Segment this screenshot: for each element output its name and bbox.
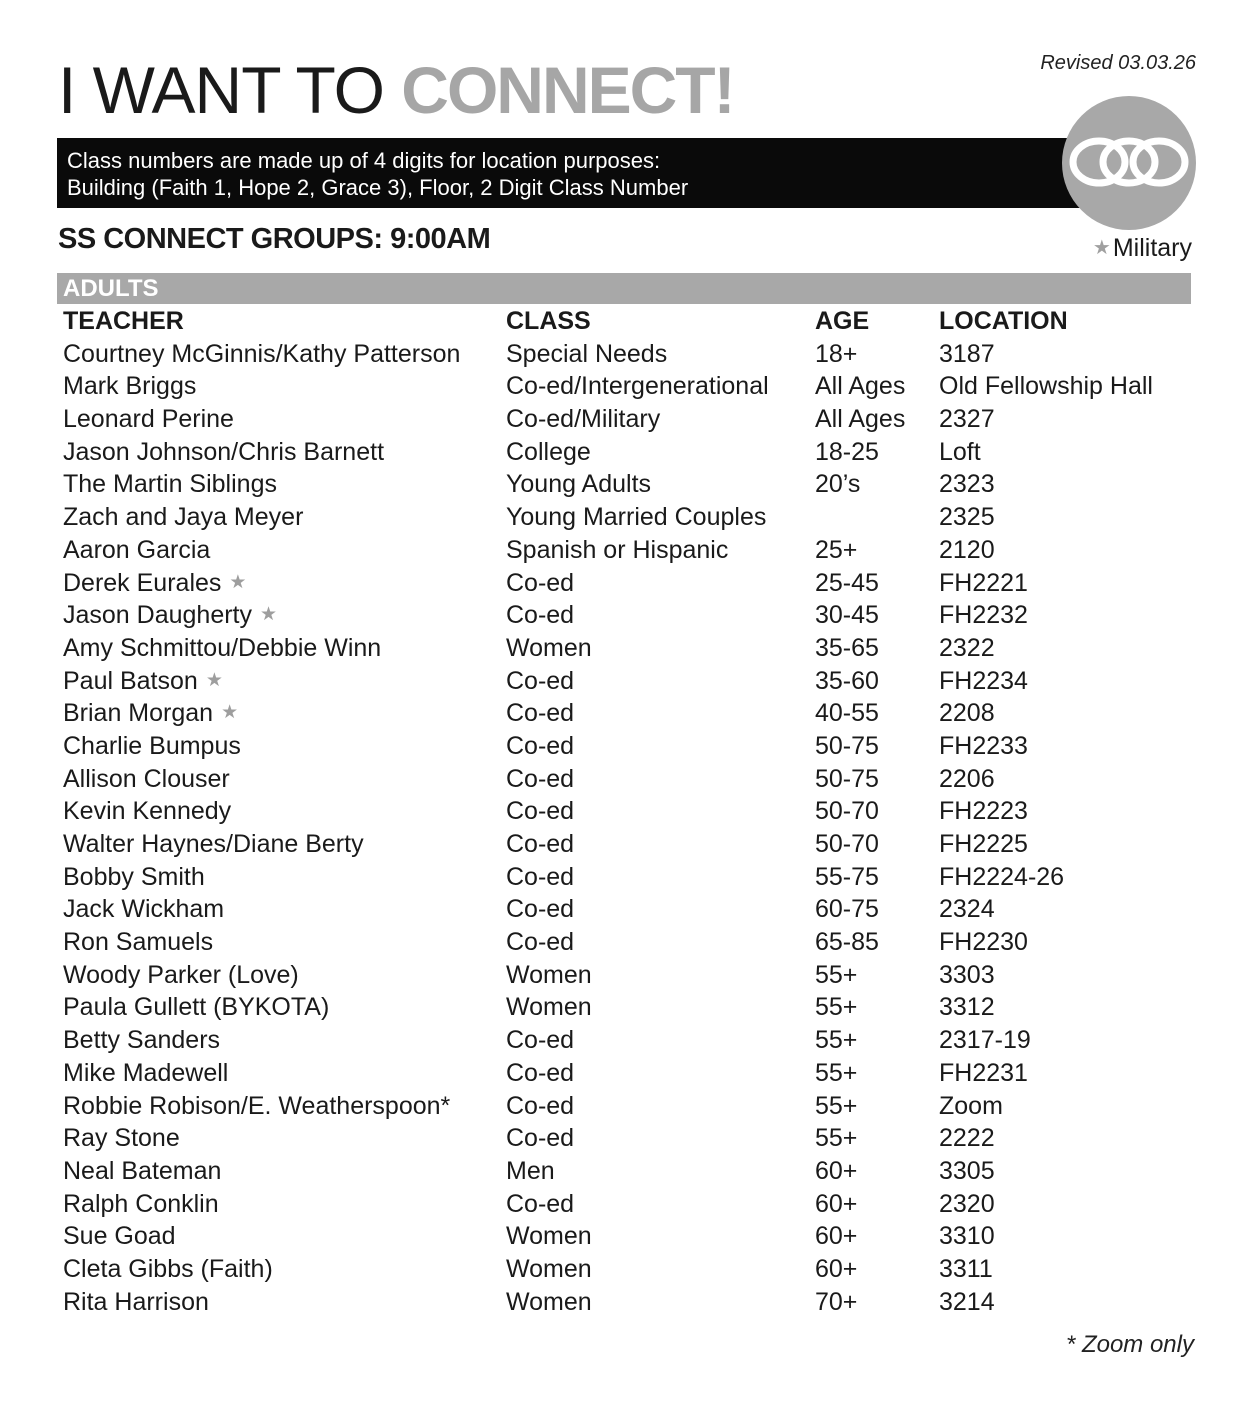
table-row — [0, 501, 1258, 534]
class-cell: Co-ed — [506, 1091, 575, 1120]
class-cell: Women — [506, 1254, 592, 1283]
class-cell: Co-ed/Military — [506, 405, 661, 434]
location-cell: FH2221 — [939, 568, 1028, 597]
age-cell: 55+ — [815, 1091, 858, 1120]
table-row — [0, 599, 1258, 632]
teacher-cell — [63, 1286, 209, 1319]
location-cell: 2208 — [939, 699, 995, 728]
table-row — [0, 763, 1258, 796]
legend-label: Military — [1112, 234, 1192, 262]
age-cell: 55+ — [815, 960, 858, 989]
teacher-cell — [63, 665, 223, 698]
age-cell: 35-60 — [815, 666, 879, 695]
class-cell: Women — [506, 993, 592, 1022]
age-cell: 30-45 — [815, 601, 879, 630]
teacher-name: Courtney McGinnis/Kathy Patterson — [63, 339, 461, 368]
info-line-1: Class numbers are made up of 4 digits for location purposes: — [67, 148, 661, 173]
location-cell: 2206 — [939, 764, 995, 793]
info-line-2: Building (Faith 1, Hope 2, Grace 3), Floor, 2 Digit Class Number — [67, 175, 689, 200]
teacher-cell — [63, 959, 299, 992]
age-cell: All Ages — [815, 372, 906, 401]
teacher-cell — [63, 1024, 220, 1057]
teacher-cell — [63, 338, 460, 371]
location-cell: 2320 — [939, 1189, 995, 1218]
table-row — [0, 338, 1258, 371]
age-cell: 55+ — [815, 993, 858, 1022]
teacher-name: Ray Stone — [63, 1124, 180, 1153]
class-cell: Co-ed — [506, 797, 575, 826]
teacher-name: Jack Wickham — [63, 895, 225, 924]
table-row — [0, 632, 1258, 665]
teacher-cell — [63, 730, 241, 763]
teacher-name: Kevin Kennedy — [63, 797, 232, 826]
teacher-cell — [63, 1188, 219, 1221]
teacher-name: Zach and Jaya Meyer — [63, 503, 304, 532]
teacher-cell — [63, 403, 234, 436]
teacher-cell — [63, 1253, 273, 1286]
class-cell: Co-ed — [506, 601, 575, 630]
teacher-name: Woody Parker (Love) — [63, 960, 299, 989]
teacher-name: The Martin Siblings — [63, 470, 277, 499]
teacher-name: Derek Eurales — [63, 568, 222, 597]
teacher-cell — [63, 599, 278, 632]
header-age: AGE — [815, 307, 870, 335]
age-cell: 40-55 — [815, 699, 879, 728]
teacher-name: Paul Batson — [63, 666, 198, 695]
age-cell: 50-70 — [815, 830, 879, 858]
class-cell: Co-ed — [506, 895, 575, 924]
location-cell: 2323 — [939, 470, 995, 499]
location-cell: FH2233 — [939, 731, 1028, 760]
teacher-cell — [63, 763, 230, 796]
class-cell: Co-ed — [506, 731, 575, 760]
teacher-name: Paula Gullett (BYKOTA) — [63, 993, 330, 1022]
class-cell: Spanish or Hispanic — [506, 535, 729, 564]
class-cell: Co-ed/Intergenerational — [506, 372, 769, 401]
class-cell: College — [506, 437, 591, 466]
title-highlight: CONNECT! — [401, 53, 734, 127]
class-cell: Women — [506, 960, 592, 989]
header-class: CLASS — [506, 307, 591, 335]
age-cell: 25+ — [815, 535, 858, 564]
age-cell: 18+ — [815, 339, 858, 368]
location-cell: 3303 — [939, 960, 995, 989]
table-row — [0, 1188, 1258, 1221]
teacher-cell — [63, 632, 381, 665]
table-body — [0, 338, 1258, 1319]
table-row — [0, 959, 1258, 992]
teacher-name: Charlie Bumpus — [63, 731, 241, 760]
location-cell: FH2234 — [939, 666, 1028, 695]
teacher-cell — [63, 501, 303, 534]
linked-rings-icon — [1062, 96, 1196, 230]
legend-military — [1085, 234, 1192, 263]
age-cell: 60+ — [815, 1189, 858, 1218]
title-dark: I WANT TO — [58, 53, 402, 127]
location-cell: 2317-19 — [939, 1026, 1031, 1055]
class-cell: Co-ed — [506, 1189, 575, 1218]
table-row — [0, 436, 1258, 469]
group-header-adults: ADULTS — [57, 273, 1191, 304]
teacher-cell — [63, 468, 277, 501]
age-cell: 55+ — [815, 1026, 858, 1055]
teacher-cell — [63, 795, 231, 828]
military-star-icon: ★ — [260, 604, 278, 626]
teacher-name: Aaron Garcia — [63, 535, 211, 564]
header-location: LOCATION — [939, 307, 1068, 335]
teacher-name: Ron Samuels — [63, 928, 214, 957]
location-cell: 3312 — [939, 993, 995, 1022]
table-row — [0, 991, 1258, 1024]
table-row — [0, 795, 1258, 828]
class-cell: Special Needs — [506, 339, 668, 368]
class-cell: Young Married Couples — [506, 503, 767, 532]
section-title: SS CONNECT GROUPS: 9:00AM — [58, 223, 491, 255]
teacher-name: Sue Goad — [63, 1222, 176, 1251]
location-cell: FH2224-26 — [939, 862, 1065, 891]
military-star-icon: ★ — [205, 669, 223, 691]
location-cell: FH2232 — [939, 601, 1028, 630]
class-cell: Co-ed — [506, 830, 575, 858]
class-cell: Co-ed — [506, 666, 575, 695]
table-row — [0, 370, 1258, 403]
age-cell: 55-75 — [815, 862, 879, 891]
class-cell: Women — [506, 633, 592, 662]
table-row — [0, 1057, 1258, 1090]
table-row — [0, 1155, 1258, 1188]
teacher-cell — [63, 1122, 180, 1155]
location-cell: Zoom — [939, 1091, 1003, 1120]
teacher-cell — [63, 991, 329, 1024]
teacher-name: Betty Sanders — [63, 1026, 221, 1055]
table-row — [0, 893, 1258, 926]
teacher-cell — [63, 567, 247, 600]
table-row — [0, 828, 1258, 861]
teacher-cell — [63, 893, 224, 926]
teacher-cell — [63, 1155, 221, 1188]
table-row — [0, 926, 1258, 959]
teacher-name: Amy Schmittou/Debbie Winn — [63, 633, 382, 662]
location-cell: 3310 — [939, 1222, 995, 1251]
age-cell: 55+ — [815, 1058, 858, 1087]
location-cell: FH2223 — [939, 797, 1028, 826]
teacher-name: Walter Haynes/Diane Berty — [63, 830, 364, 858]
table-row — [0, 468, 1258, 501]
age-cell: 65-85 — [815, 928, 879, 957]
age-cell: 60+ — [815, 1222, 858, 1251]
header-teacher: TEACHER — [63, 307, 184, 335]
teacher-cell — [63, 926, 213, 959]
location-cell: Old Fellowship Hall — [939, 372, 1153, 401]
page-title — [58, 50, 734, 130]
age-cell: 20’s — [815, 470, 861, 499]
class-cell: Women — [506, 1287, 592, 1316]
teacher-cell — [63, 1057, 228, 1090]
location-cell: Loft — [939, 437, 981, 466]
age-cell: 60+ — [815, 1254, 858, 1283]
location-cell: 2120 — [939, 535, 995, 564]
teacher-name: Rita Harrison — [63, 1287, 209, 1316]
table-row — [0, 697, 1258, 730]
age-cell: 25-45 — [815, 568, 879, 597]
class-cell: Co-ed — [506, 699, 575, 728]
teacher-cell — [63, 436, 384, 469]
table-row — [0, 1286, 1258, 1319]
teacher-cell — [63, 861, 205, 894]
class-cell: Co-ed — [506, 764, 575, 793]
table-row — [0, 730, 1258, 763]
teacher-name: Cleta Gibbs (Faith) — [63, 1254, 273, 1283]
table-row — [0, 1253, 1258, 1286]
teacher-name: Robbie Robison/E. Weatherspoon* — [63, 1091, 451, 1120]
location-cell: 3305 — [939, 1156, 995, 1185]
age-cell: 55+ — [815, 1124, 858, 1153]
teacher-cell — [63, 1090, 450, 1123]
teacher-name: Leonard Perine — [63, 405, 234, 434]
teacher-name: Brian Morgan — [63, 699, 214, 728]
teacher-name: Mike Madewell — [63, 1058, 229, 1087]
class-cell: Young Adults — [506, 470, 652, 499]
teacher-name: Allison Clouser — [63, 764, 230, 793]
table-row — [0, 665, 1258, 698]
teacher-name: Jason Daugherty — [63, 601, 253, 630]
star-icon: ★ — [1092, 237, 1111, 259]
teacher-name: Neal Bateman — [63, 1156, 222, 1185]
age-cell: 70+ — [815, 1287, 858, 1316]
teacher-cell — [63, 828, 364, 861]
location-cell: 3214 — [939, 1287, 995, 1316]
class-cell: Co-ed — [506, 928, 575, 957]
age-cell: All Ages — [815, 405, 906, 434]
class-cell: Co-ed — [506, 1058, 575, 1087]
location-cell: FH2225 — [939, 830, 1028, 858]
class-cell: Co-ed — [506, 862, 575, 891]
age-cell: 60+ — [815, 1156, 858, 1185]
age-cell: 35-65 — [815, 633, 879, 662]
location-cell: 2327 — [939, 405, 995, 434]
class-cell: Women — [506, 1222, 592, 1251]
military-star-icon: ★ — [229, 571, 247, 593]
footnote: * Zoom only — [1065, 1331, 1194, 1358]
info-banner — [57, 138, 1137, 208]
teacher-name: Ralph Conklin — [63, 1189, 219, 1218]
age-cell: 18-25 — [815, 437, 879, 466]
location-cell: FH2230 — [939, 928, 1028, 957]
military-star-icon: ★ — [221, 702, 239, 724]
location-cell: FH2231 — [939, 1058, 1028, 1087]
table-row — [0, 403, 1258, 436]
class-cell: Co-ed — [506, 568, 575, 597]
location-cell: 3187 — [939, 339, 995, 368]
table-header — [0, 305, 1258, 338]
teacher-name: Mark Briggs — [63, 372, 197, 401]
table-row — [0, 1220, 1258, 1253]
table-row — [0, 1090, 1258, 1123]
table-row — [0, 861, 1258, 894]
connect-groups-table — [0, 305, 1258, 1318]
location-cell: 2324 — [939, 895, 995, 924]
location-cell: 3311 — [939, 1254, 993, 1283]
location-cell: 2322 — [939, 633, 995, 662]
age-cell: 50-75 — [815, 764, 879, 793]
teacher-cell — [63, 534, 210, 567]
teacher-name: Jason Johnson/Chris Barnett — [63, 437, 385, 466]
teacher-cell — [63, 370, 196, 403]
teacher-name: Bobby Smith — [63, 862, 205, 891]
revision-date: Revised 03.03.26 — [1040, 52, 1196, 74]
age-cell: 50-70 — [815, 797, 879, 826]
teacher-cell — [63, 697, 239, 730]
table-row — [0, 567, 1258, 600]
location-cell: 2222 — [939, 1124, 995, 1153]
class-cell: Co-ed — [506, 1026, 575, 1055]
class-cell: Co-ed — [506, 1124, 575, 1153]
teacher-cell — [63, 1220, 176, 1253]
class-cell: Men — [506, 1156, 555, 1185]
age-cell: 60-75 — [815, 895, 879, 924]
location-cell: 2325 — [939, 503, 995, 532]
table-row — [0, 1122, 1258, 1155]
age-cell: 50-75 — [815, 731, 879, 760]
table-row — [0, 534, 1258, 567]
table-row — [0, 1024, 1258, 1057]
